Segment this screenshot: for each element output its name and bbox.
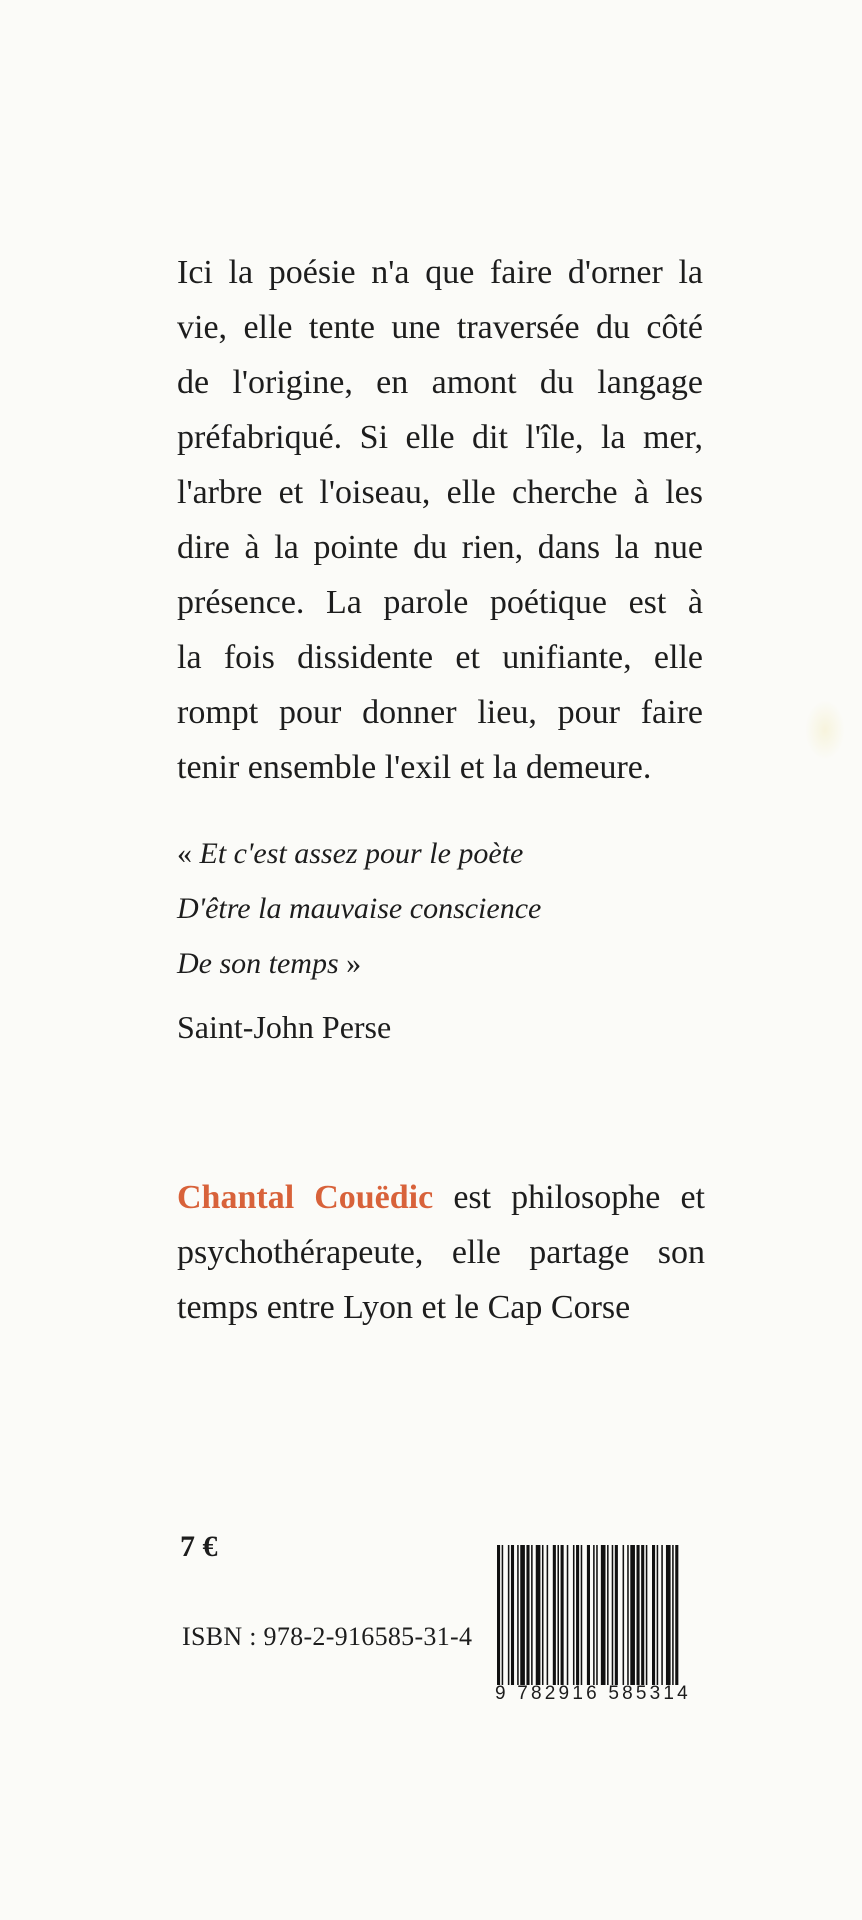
quote-text: D'être la mauvaise conscience: [177, 892, 542, 925]
barcode-bar: [607, 1545, 609, 1685]
blurb-line: dire à la pointe du rien, dans la nue: [177, 529, 703, 566]
barcode-bars: [495, 1545, 743, 1685]
bio-line-2: psychothérapeute, elle partage son: [177, 1234, 705, 1271]
barcode-bar: [627, 1545, 629, 1685]
barcode-bar: [576, 1545, 579, 1685]
bio-text: est philosophe et: [433, 1179, 706, 1216]
barcode-bar: [511, 1545, 514, 1685]
barcode-bar: [666, 1545, 671, 1685]
barcode-bar: [567, 1545, 569, 1685]
barcode-bar: [637, 1545, 640, 1685]
barcode-bar: [587, 1545, 590, 1685]
barcode-bar: [526, 1545, 529, 1685]
barcode-bar: [596, 1545, 598, 1685]
quote-text: Et c'est assez pour le poète: [199, 837, 524, 870]
barcode: [495, 1545, 743, 1685]
barcode-bar: [520, 1545, 525, 1685]
barcode-bar: [573, 1545, 575, 1685]
bio-line-3: temps entre Lyon et le Cap Corse: [177, 1289, 631, 1326]
barcode-bar: [593, 1545, 595, 1685]
barcode-bar: [531, 1545, 533, 1685]
barcode-bar: [557, 1545, 559, 1685]
blurb-line: préfabriqué. Si elle dit l'île, la mer,: [177, 419, 703, 456]
barcode-bar: [657, 1545, 659, 1685]
blurb-line: tenir ensemble l'exil et la demeure.: [177, 749, 652, 786]
blurb-line: rompt pour donner lieu, pour faire: [177, 694, 703, 731]
barcode-bar: [652, 1545, 655, 1685]
bio-line-1: [177, 1170, 705, 1225]
barcode-bar: [517, 1545, 519, 1685]
barcode-bar: [502, 1545, 504, 1685]
blurb-line: la fois dissidente et unifiante, elle: [177, 639, 703, 676]
blurb-line: de l'origine, en amont du langage: [177, 364, 703, 401]
quote-line-2: [177, 881, 541, 936]
quote-line-3: [177, 936, 541, 991]
isbn-label: ISBN : 978-2-916585-31-4: [182, 1622, 473, 1651]
blurb-line: l'arbre et l'oiseau, elle cherche à les: [177, 474, 703, 511]
barcode-bar: [615, 1545, 618, 1685]
barcode-bar: [641, 1545, 644, 1685]
barcode-digits: 9 782916 585314: [495, 1683, 691, 1704]
quote-line-1: [177, 826, 541, 881]
author-name: Chantal Couëdic: [177, 1179, 434, 1216]
barcode-bar: [547, 1545, 549, 1685]
barcode-bar: [672, 1545, 674, 1685]
barcode-bar: [612, 1545, 614, 1685]
barcode-bar: [581, 1545, 583, 1685]
blurb-line: Ici la poésie n'a que faire d'orner la: [177, 254, 703, 291]
paper-stain: [805, 700, 845, 760]
barcode-bar: [561, 1545, 564, 1685]
quote-text: De son temps: [177, 947, 339, 980]
back-cover-blurb: [177, 245, 703, 795]
blurb-line: présence. La parole poétique est à: [177, 584, 703, 621]
price-label: 7 €: [180, 1530, 218, 1563]
barcode-bar: [675, 1545, 678, 1685]
barcode-bar: [508, 1545, 510, 1685]
barcode-bar: [646, 1545, 648, 1685]
blurb-line: vie, elle tente une traversée du côté: [177, 309, 703, 346]
barcode-bar: [630, 1545, 635, 1685]
close-guillemet: »: [338, 947, 362, 980]
barcode-bar: [497, 1545, 500, 1685]
epigraph-quote: [177, 826, 541, 991]
barcode-bar: [536, 1545, 541, 1685]
open-guillemet: «: [177, 837, 200, 870]
barcode-bar: [661, 1545, 663, 1685]
barcode-bar: [542, 1545, 544, 1685]
quote-attribution: Saint-John Perse: [177, 1009, 392, 1045]
barcode-bar: [553, 1545, 556, 1685]
author-bio: [177, 1170, 705, 1335]
barcode-bar: [623, 1545, 625, 1685]
barcode-bar: [601, 1545, 606, 1685]
